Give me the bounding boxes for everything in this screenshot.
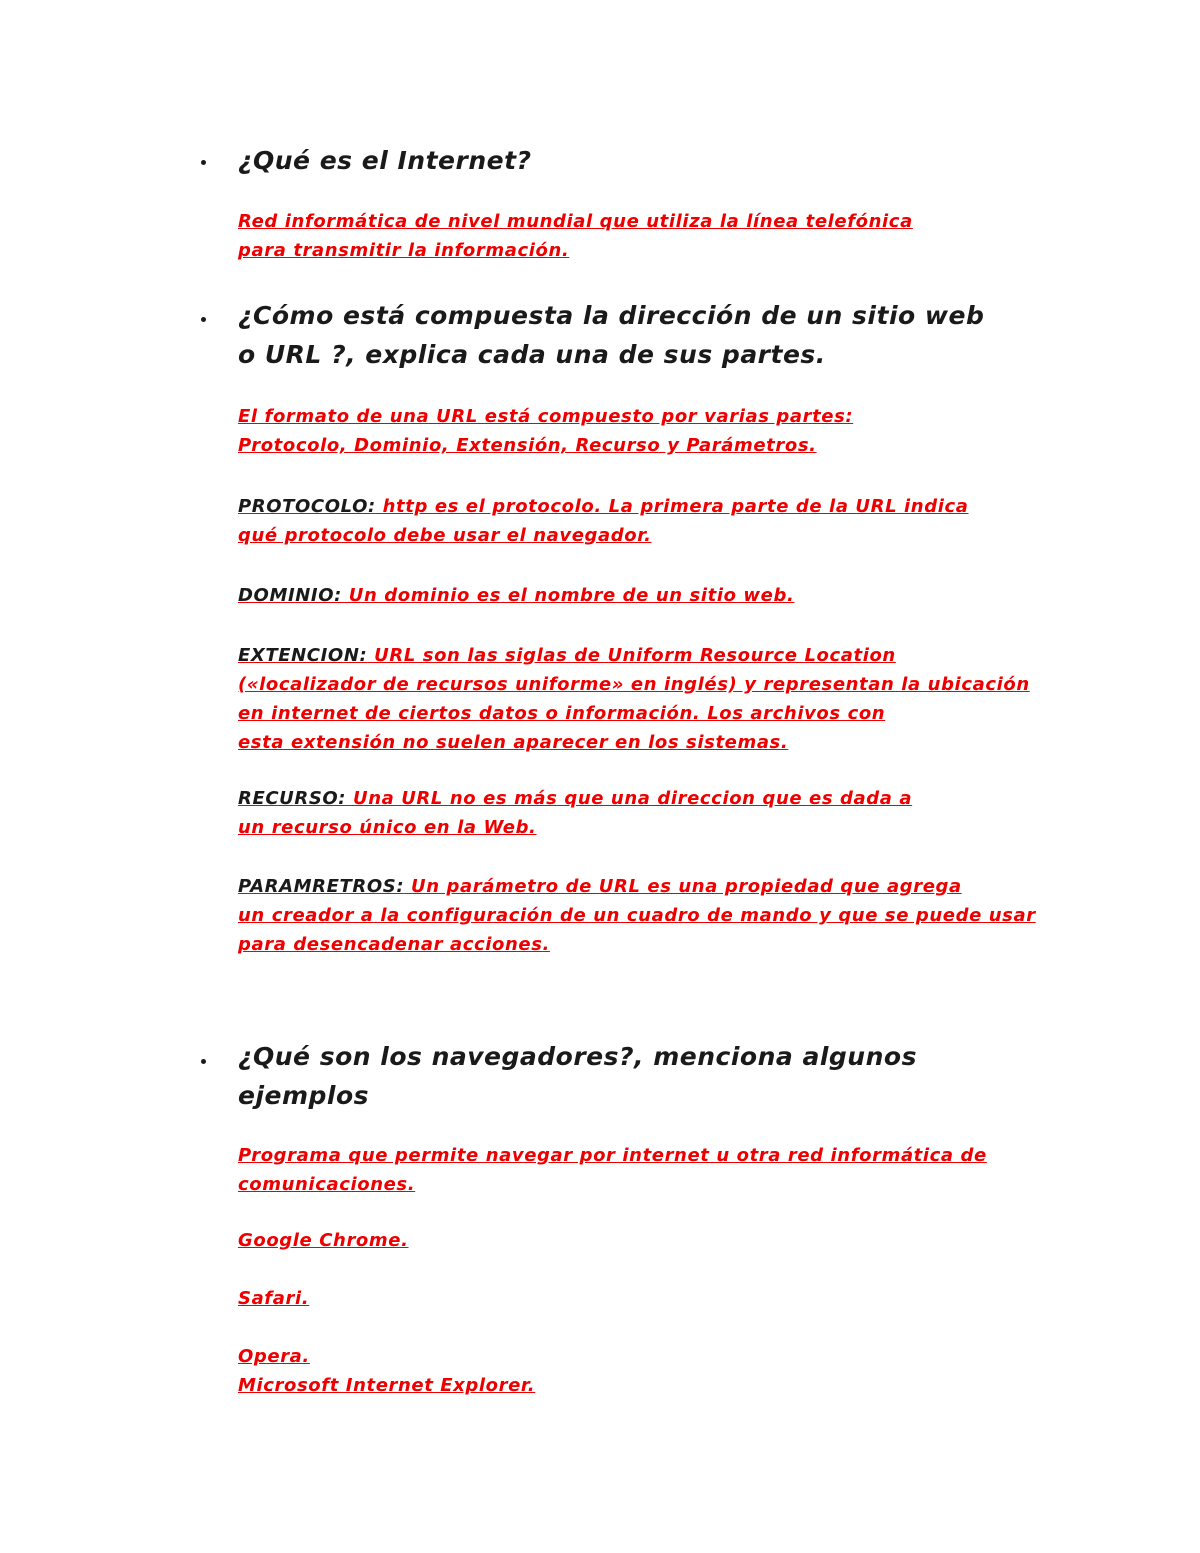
question-line: o URL ?, explica cada una de sus partes.: [238, 340, 826, 369]
question-line: ¿Qué es el Internet?: [238, 146, 532, 175]
part-label: DOMINIO:: [238, 585, 342, 606]
answer-line: Protocolo, Dominio, Extensión, Recurso y Parámetros.: [238, 435, 817, 456]
part-parametros: [238, 872, 1048, 959]
part-line: («localizador de recursos uniforme» en inglés) y representan la ubicación: [238, 674, 1030, 695]
part-line: un recurso único en la Web.: [238, 817, 537, 838]
part-recurso: [238, 784, 1048, 842]
part-protocolo: [238, 492, 1048, 550]
part-label: PARAMRETROS:: [238, 876, 405, 897]
part-line: [238, 641, 1048, 670]
browser-example-item: Opera.: [238, 1346, 310, 1367]
part-line: esta extensión no suelen aparecer en los sistemas.: [238, 732, 789, 753]
part-text: Un parámetro de URL es una propiedad que agrega: [404, 876, 962, 897]
question-3-title: [238, 1037, 1058, 1115]
bullet-icon: [201, 160, 209, 168]
part-line: un creador a la configuración de un cuadro de mando y que se puede usar: [238, 905, 1036, 926]
question-2-title: [238, 296, 1058, 374]
question-1-answer: [238, 207, 1048, 265]
part-label: RECURSO:: [238, 788, 347, 809]
part-line: [238, 581, 1048, 610]
browser-example-item: Google Chrome.: [238, 1230, 409, 1251]
part-text: Una URL no es más que una direccion que es dada a: [346, 788, 913, 809]
part-line: [238, 492, 1048, 521]
browser-example: [238, 1226, 1048, 1255]
browser-example: [238, 1342, 1048, 1400]
question-line: ejemplos: [238, 1081, 370, 1110]
answer-line: Programa que permite navegar por internet u otra red informática de: [238, 1145, 987, 1166]
part-line: en internet de ciertos datos o información. Los archivos con: [238, 703, 886, 724]
part-line: [238, 872, 1048, 901]
part-text: URL son las siglas de Uniform Resource Location: [367, 645, 896, 666]
part-label: EXTENCION:: [238, 645, 368, 666]
question-line: ¿Cómo está compuesta la dirección de un sitio web: [238, 301, 985, 330]
part-text: Un dominio es el nombre de un sitio web.: [341, 585, 795, 606]
question-2-intro: [238, 402, 1048, 460]
browser-example-item: Microsoft Internet Explorer.: [238, 1375, 536, 1396]
part-line: qué protocolo debe usar el navegador.: [238, 525, 652, 546]
part-line: [238, 784, 1048, 813]
bullet-icon: [201, 317, 209, 325]
part-line: para desencadenar acciones.: [238, 934, 550, 955]
part-label: PROTOCOLO:: [238, 496, 376, 517]
answer-line: comunicaciones.: [238, 1174, 416, 1195]
answer-line: El formato de una URL está compuesto por varias partes:: [238, 406, 854, 427]
part-dominio: [238, 581, 1048, 610]
question-3-answer: [238, 1141, 1048, 1199]
question-1-title: [238, 141, 1058, 180]
part-extencion: [238, 641, 1048, 757]
answer-line: Red informática de nivel mundial que utiliza la línea telefónica: [238, 211, 913, 232]
part-text: http es el protocolo. La primera parte de la URL indica: [375, 496, 969, 517]
bullet-icon: [201, 1059, 209, 1067]
browser-example: [238, 1284, 1048, 1313]
answer-line: para transmitir la información.: [238, 240, 570, 261]
browser-example-item: Safari.: [238, 1288, 310, 1309]
question-line: ¿Qué son los navegadores?, menciona algunos: [238, 1042, 917, 1071]
